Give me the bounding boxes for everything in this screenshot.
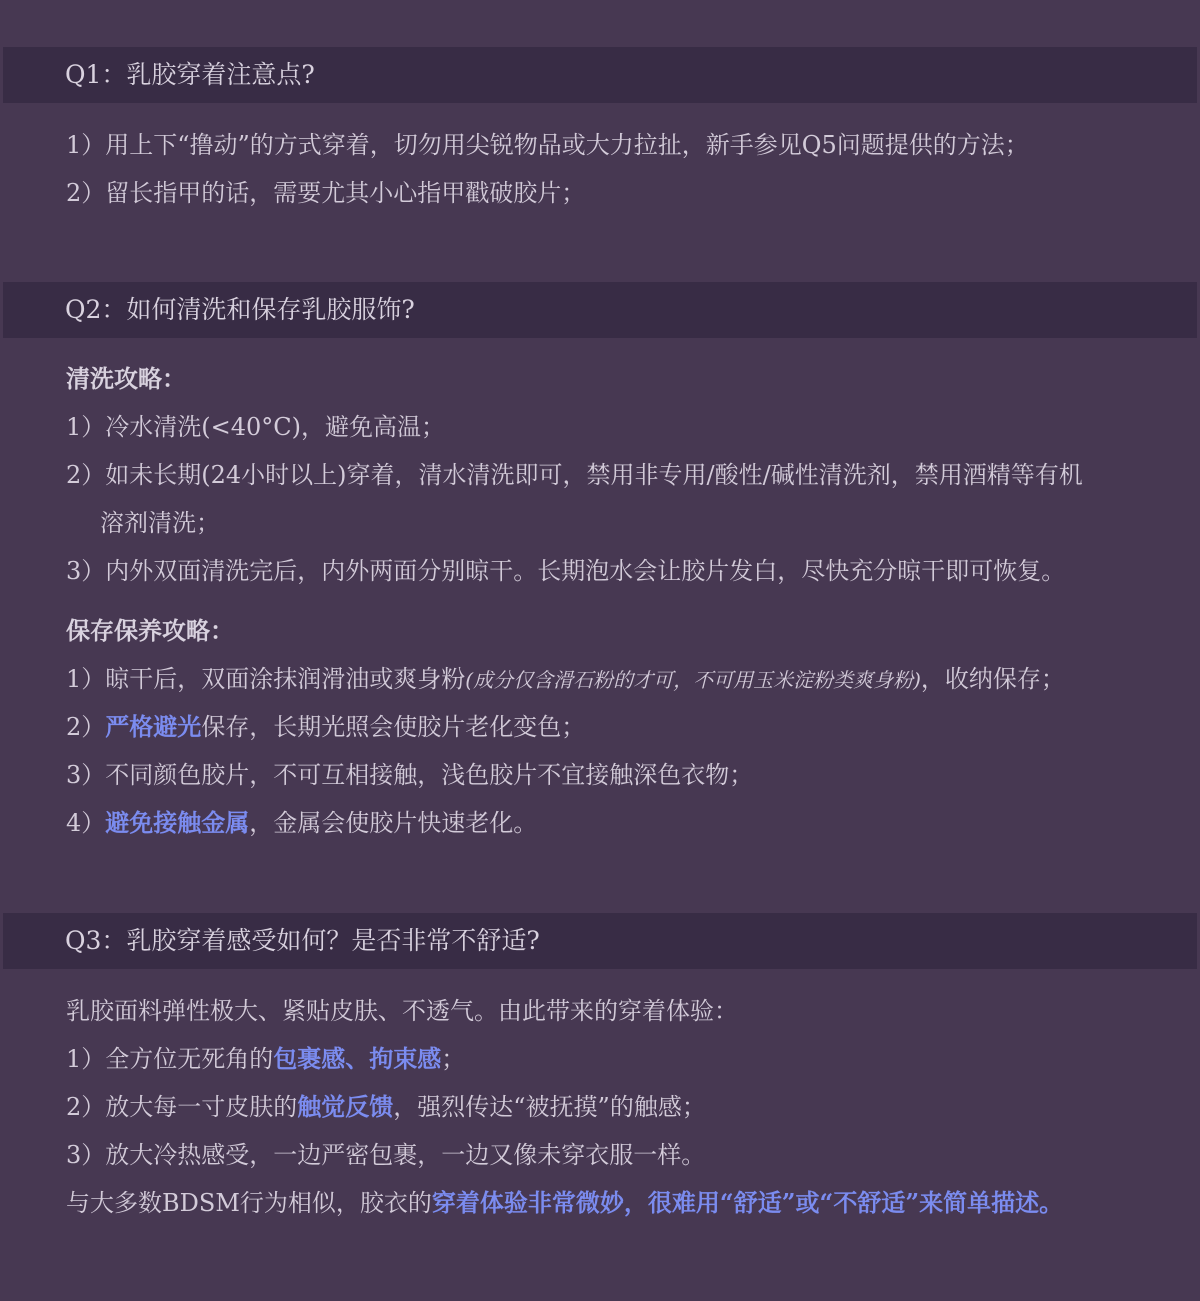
q2-wash-item-1: 1）冷水清洗(<40°C)，避免高温； [66,413,446,441]
q3-item-1 [66,1044,465,1074]
q2-store-4-text: ，金属会使胶片快速老化。 [249,809,538,837]
q2-store-item-2 [66,712,585,742]
q2-store-item-3: 3）不同颜色胶片，不可互相接触，浅色胶片不宜接触深色衣物； [66,761,754,789]
q2-store-item-1 [66,664,1065,695]
q1-header [3,47,1197,103]
q2-store-2-num: 2） [66,713,106,741]
q3-item-1-end: ； [441,1045,466,1073]
q2-wash-item-2: 2）如未长期(24小时以上)穿着，清水清洗即可，禁用非专用/酸性/碱性清洗剂，禁用酒精等有机 [66,461,1083,489]
q3-item-2-highlight: 触觉反馈 [297,1092,394,1121]
q2-header [3,282,1197,338]
q2-store-1-note: (成分仅含滑石粉的才可，不可用玉米淀粉类爽身粉) [465,668,921,692]
q1-title: Q1：乳胶穿着注意点? [65,60,315,89]
q3-title: Q3：乳胶穿着感受如何？是否非常不舒适? [65,926,540,955]
q2-store-4-num: 4） [66,809,106,837]
q2-wash-heading: 清洗攻略： [66,364,186,393]
q1-item-1: 1）用上下“撸动”的方式穿着，切勿用尖锐物品或大力拉扯，新手参见Q5问题提供的方法； [66,131,1029,159]
q2-title: Q2：如何清洗和保存乳胶服饰? [65,295,415,324]
q3-item-2-end: ，强烈传达“被抚摸”的触感； [393,1093,706,1121]
q1-item-2: 2）留长指甲的话，需要尤其小心指甲戳破胶片； [66,179,586,207]
q3-intro: 乳胶面料弹性极大、紧贴皮肤、不透气。由此带来的穿着体验： [66,997,738,1025]
q3-item-3: 3）放大冷热感受，一边严密包裹，一边又像未穿衣服一样。 [66,1141,706,1169]
q2-wash-item-2-cont: 溶剂清洗； [100,509,220,537]
q2-store-4-highlight: 避免接触金属 [105,808,250,837]
q3-conclusion [66,1188,1063,1218]
q2-store-heading: 保存保养攻略： [66,616,234,645]
q2-wash-item-3: 3）内外双面清洗完后，内外两面分别晾干。长期泡水会让胶片发白，尽快充分晾干即可恢复。 [66,557,1066,585]
q3-conclusion-text: 与大多数BDSM行为相似，胶衣的 [66,1189,432,1217]
q2-store-2-highlight: 严格避光 [105,712,202,741]
q3-conclusion-highlight: 穿着体验非常微妙，很难用“舒适”或“不舒适”来简单描述。 [431,1188,1064,1217]
q3-item-2-text: 2）放大每一寸皮肤的 [66,1093,298,1121]
q3-header [3,913,1197,969]
q2-store-1-text: 1）晾干后，双面涂抹润滑油或爽身粉 [66,665,466,693]
q2-store-item-4 [66,808,537,838]
q2-store-2-text: 保存，长期光照会使胶片老化变色； [201,713,586,741]
q2-store-1-end: ，收纳保存； [920,665,1065,693]
q3-item-1-highlight: 包裹感、拘束感 [273,1044,442,1073]
q3-item-2 [66,1092,706,1122]
q3-item-1-text: 1）全方位无死角的 [66,1045,274,1073]
